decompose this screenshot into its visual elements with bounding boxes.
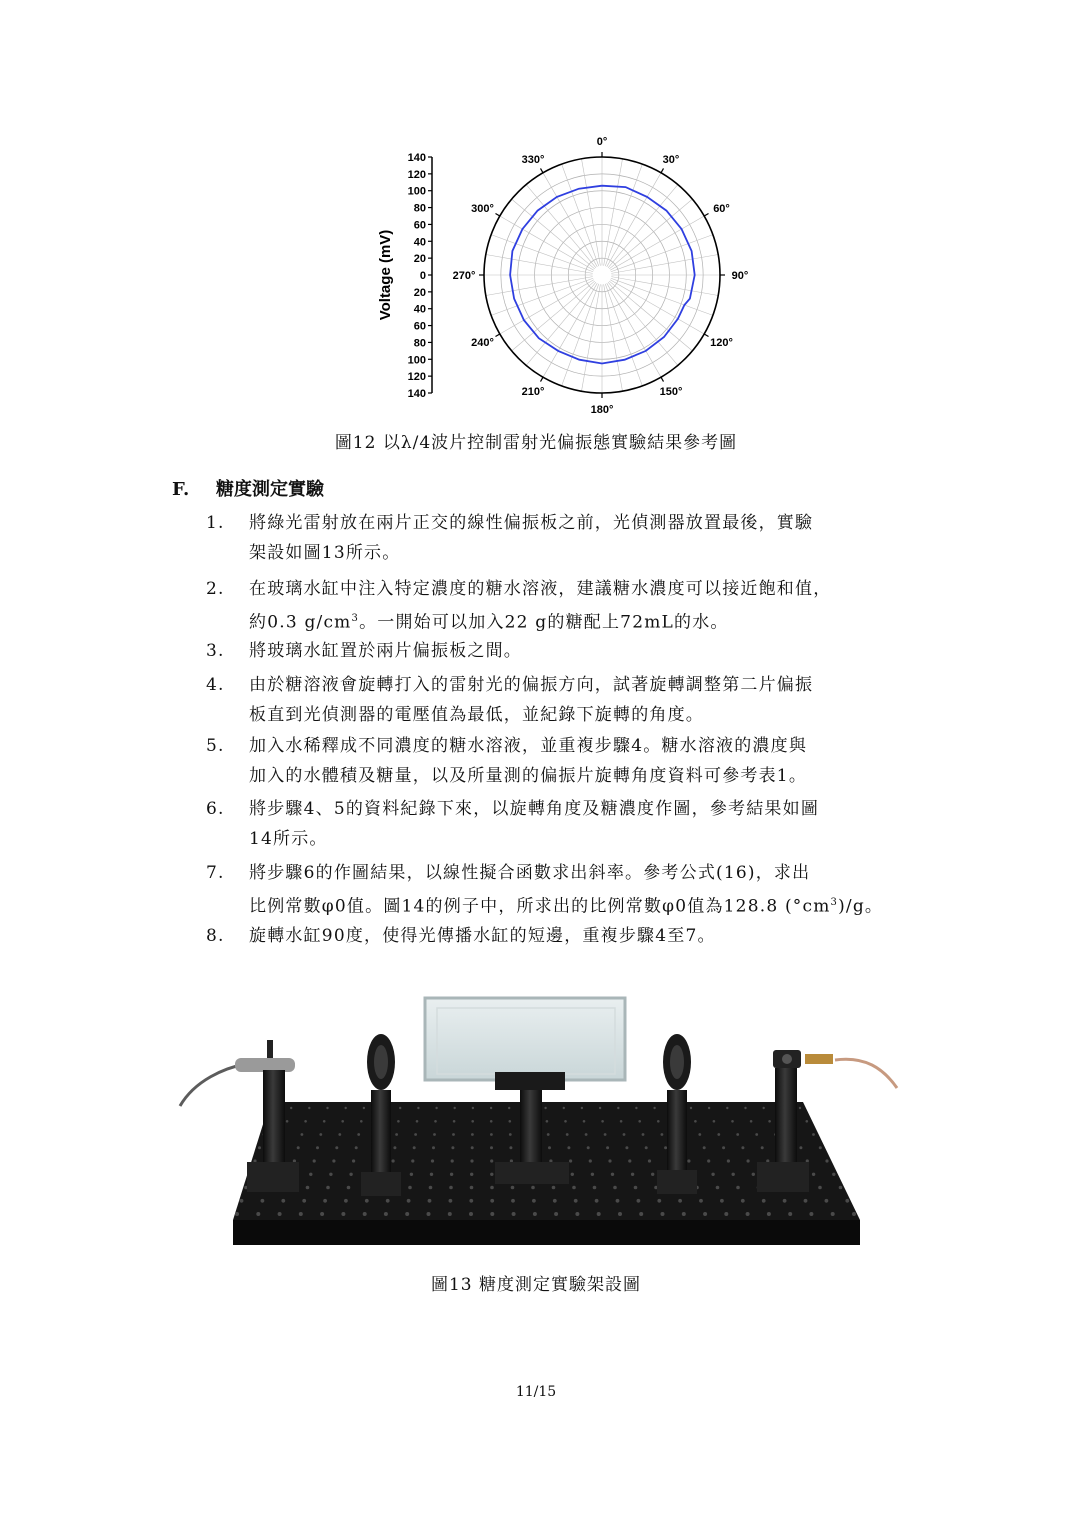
- breadboard-hole: [360, 1120, 363, 1123]
- breadboard-hole: [355, 1146, 358, 1149]
- breadboard-hole: [634, 1186, 638, 1190]
- breadboard-hole: [608, 1159, 611, 1162]
- breadboard-hole: [329, 1173, 332, 1176]
- breadboard-hole: [604, 1133, 607, 1136]
- grid-spoke: [486, 277, 593, 296]
- breadboard-hole: [433, 1133, 436, 1136]
- breadboard-hole: [532, 1199, 536, 1203]
- polar-chart: [360, 120, 749, 430]
- breadboard-hole: [240, 1199, 244, 1203]
- page-number: 11/15: [515, 1384, 557, 1400]
- angle-tick: [661, 377, 664, 381]
- figure-13-caption: 圖13 糖度測定實驗架設圖: [430, 1275, 642, 1295]
- breadboard-hole: [799, 1146, 802, 1149]
- voltage-tick-label: 140: [407, 388, 426, 400]
- voltage-tick-label: 80: [413, 202, 426, 215]
- breadboard-hole: [638, 1120, 641, 1123]
- breadboard-hole: [617, 1107, 619, 1109]
- breadboard-hole: [546, 1120, 549, 1123]
- breadboard-hole: [569, 1159, 572, 1162]
- breadboard-hole: [585, 1133, 588, 1136]
- breadboard-hole: [309, 1173, 312, 1176]
- breadboard-hole: [363, 1107, 365, 1109]
- breadboard-hole: [661, 1212, 665, 1216]
- breadboard-hole: [548, 1146, 551, 1149]
- breadboard-hole: [410, 1173, 413, 1176]
- breadboard-hole: [345, 1107, 347, 1109]
- breadboard-hole: [544, 1107, 546, 1109]
- breadboard-hole: [399, 1107, 401, 1109]
- breadboard-hole: [451, 1146, 454, 1149]
- voltage-tick-label: 20: [413, 286, 426, 299]
- breadboard-hole: [648, 1159, 651, 1162]
- angle-tick: [704, 214, 708, 217]
- breadboard-hole: [620, 1120, 623, 1123]
- document-page: 140 120 100 80 60 40 20 0 20 40 60 80 100 120 140 Voltage (mV) 0° 30° 60° 90° 120° 150° 180° 210° 240° 270° 300° 330° 圖12 以λ/4波片控制雷射光偏振態實驗結果參考圖 F. 糖度測定實驗 1. 將綠光雷射放在兩片正交的線性偏振板之前，光偵測器放置最後，實驗 架設如圖13所示。 2. 在玻璃水缸中注入特定濃度的糖水溶液，建議糖水濃度可以接近飽和值， 約0.3 $g/cm^3$。一開始可以加入22 g的糖配上72mL的水。 3. 將玻璃水缸置於兩片偏振板之間。 4. 由於糖溶液會旋轉打入的雷射光的偏振方向，試著旋轉調整第二片偏振 板直到光偵測器的電壓值為最低，並紀錄下旋轉的角度。 5. 加入水稀釋成不同濃度的糖水溶液，並重複步驟4。糖水溶液的濃度與 加入的水體積及糖量，以及所量測的偏振片旋轉角度資料可參考表1。 6. 將步驟4、5的資料紀錄下來，以旋轉角度及糖濃度作圖，參考結果如圖 14所示。 7. 將步驟6的作圖結果，以線性擬合函數求出斜率。參考公式(16)，求出 比例常數φ0值。圖14的例子中，所求出的比例常數φ0值為128.8 $(^\circ cm^3)/g$。 8. 旋轉水缸90度，使得光傳播水缸的短邊，重複步驟4至7。 圖13 糖度測定實驗架設圖 11/15: [0, 0, 1072, 1516]
- angle-label: 150°: [659, 386, 683, 399]
- breadboard-hole: [687, 1159, 690, 1162]
- breadboard-hole: [589, 1159, 592, 1162]
- breadboard-hole: [384, 1212, 388, 1216]
- breadboard-hole: [812, 1133, 815, 1136]
- breadboard-hole: [732, 1173, 735, 1176]
- breadboard-hole: [707, 1159, 710, 1162]
- breadboard-hole: [363, 1212, 367, 1216]
- breadboard-hole: [832, 1173, 835, 1176]
- breadboard-hole: [747, 1159, 750, 1162]
- angle-label: 0°: [596, 136, 608, 148]
- breadboard-hole: [453, 1120, 456, 1123]
- breadboard-hole: [623, 1133, 626, 1136]
- breadboard-hole: [278, 1212, 282, 1216]
- grid-spoke: [608, 185, 678, 268]
- breadboard-hole: [365, 1199, 369, 1203]
- breadboard-hole: [302, 1199, 306, 1203]
- breadboard-hole: [726, 1107, 728, 1109]
- voltage-tick-label: 60: [413, 219, 426, 232]
- voltage-axis: [377, 152, 432, 400]
- breadboard-hole: [297, 1146, 300, 1149]
- breadboard-hole: [335, 1146, 338, 1149]
- breadboard-hole: [332, 1159, 335, 1162]
- breadboard-hole: [575, 1212, 579, 1216]
- breadboard-hole: [326, 1107, 328, 1109]
- voltage-tick-label: 140: [407, 152, 426, 164]
- breadboard-hole: [301, 1133, 304, 1136]
- breadboard-hole: [761, 1146, 764, 1149]
- breadboard-hole: [572, 1186, 576, 1190]
- breadboard-hole: [611, 1173, 614, 1176]
- breadboard-hole: [717, 1133, 720, 1136]
- breadboard-hole: [341, 1212, 345, 1216]
- breadboard-hole: [708, 1107, 710, 1109]
- breadboard-hole: [597, 1212, 601, 1216]
- breadboard-hole: [449, 1186, 453, 1190]
- breadboard-hole: [547, 1133, 550, 1136]
- grid-spoke: [609, 199, 692, 269]
- section-heading: [172, 475, 324, 501]
- breadboard-hole: [386, 1199, 390, 1203]
- breadboard-hole: [470, 1159, 473, 1162]
- breadboard-hole: [533, 1212, 537, 1216]
- angle-tick: [495, 214, 499, 217]
- breadboard-hole: [512, 1212, 516, 1216]
- breadboard-hole: [397, 1120, 400, 1123]
- angle-tick: [541, 168, 544, 172]
- breadboard-hole: [678, 1199, 682, 1203]
- breadboard-hole: [448, 1212, 452, 1216]
- breadboard-hole: [799, 1107, 801, 1109]
- grid-spoke: [582, 159, 601, 266]
- breadboard-hole: [664, 1146, 667, 1149]
- breadboard-hole: [606, 1146, 609, 1149]
- breadboard-hole: [470, 1186, 474, 1190]
- breadboard-hole: [595, 1199, 599, 1203]
- breadboard-hole: [450, 1173, 453, 1176]
- breadboard-hole: [722, 1146, 725, 1149]
- breadboard-hole: [741, 1146, 744, 1149]
- breadboard-hole: [554, 1212, 558, 1216]
- breadboard-hole: [563, 1107, 565, 1109]
- breadboard-hole: [755, 1133, 758, 1136]
- breadboard-hole: [235, 1212, 239, 1216]
- breadboard-hole: [625, 1146, 628, 1149]
- breadboard-hole: [490, 1107, 492, 1109]
- angle-tick: [661, 168, 664, 172]
- breadboard-hole: [258, 1146, 261, 1149]
- breadboard-hole: [767, 1212, 771, 1216]
- laser-cable: [180, 1064, 245, 1106]
- setup-photo: [175, 990, 900, 1252]
- breadboard-hole: [703, 1146, 706, 1149]
- breadboard-hole: [809, 1212, 813, 1216]
- breadboard-hole: [587, 1146, 590, 1149]
- breadboard-hole: [417, 1107, 419, 1109]
- breadboard-hole: [313, 1159, 316, 1162]
- breadboard-hole: [471, 1146, 474, 1149]
- breadboard-hole: [511, 1199, 515, 1203]
- breadboard-hole: [806, 1120, 809, 1123]
- breadboard-hole: [323, 1199, 327, 1203]
- breadboard-hole: [429, 1186, 433, 1190]
- grid-spoke: [611, 277, 718, 296]
- breadboard-hole: [357, 1133, 360, 1136]
- breadboard-hole: [553, 1199, 557, 1203]
- breadboard-hole: [416, 1120, 419, 1123]
- breadboard-hole: [736, 1186, 740, 1190]
- breadboard-hole: [490, 1212, 494, 1216]
- section-title: 糖度測定實驗: [216, 479, 324, 500]
- breadboard-hole: [490, 1120, 493, 1123]
- breadboard-hole: [392, 1159, 395, 1162]
- breadboard-hole: [637, 1199, 641, 1203]
- breadboard-hole: [393, 1146, 396, 1149]
- breadboard-hole: [601, 1120, 604, 1123]
- detector-cable: [835, 1059, 897, 1088]
- breadboard-hole: [616, 1199, 620, 1203]
- breadboard-hole: [509, 1133, 512, 1136]
- breadboard-hole: [432, 1146, 435, 1149]
- breadboard-hole: [490, 1199, 494, 1203]
- breadboard-hole: [657, 1120, 660, 1123]
- breadboard-hole: [812, 1173, 815, 1176]
- angle-label: 90°: [731, 270, 749, 282]
- breadboard-hole: [352, 1159, 355, 1162]
- voltage-tick-label: 80: [413, 337, 426, 350]
- breadboard-hole: [347, 1186, 351, 1190]
- breadboard-hole: [552, 1186, 556, 1190]
- breadboard-hole: [768, 1120, 771, 1123]
- breadboard-hole: [509, 1146, 512, 1149]
- breadboard-hole: [427, 1212, 431, 1216]
- angle-label: 270°: [452, 270, 476, 282]
- breadboard-hole: [566, 1133, 569, 1136]
- breadboard-hole: [306, 1186, 310, 1190]
- breadboard-hole: [567, 1146, 570, 1149]
- voltage-tick-label: 0: [419, 270, 426, 282]
- breadboard-hole: [428, 1199, 432, 1203]
- voltage-tick-label: 100: [407, 185, 426, 198]
- voltage-axis-label: Voltage (mV): [377, 229, 394, 321]
- angle-tick: [495, 334, 499, 337]
- breadboard-hole: [490, 1146, 493, 1149]
- polar-grid: [484, 157, 720, 393]
- angle-tick: [704, 334, 708, 337]
- breadboard-hole: [698, 1133, 701, 1136]
- breadboard-hole: [574, 1199, 578, 1203]
- breadboard-hole: [699, 1199, 703, 1203]
- breadboard-hole: [411, 1159, 414, 1162]
- breadboard-hole: [316, 1146, 319, 1149]
- grid-spoke: [486, 255, 593, 274]
- voltage-tick-label: 60: [413, 320, 426, 333]
- breadboard-hole: [831, 1212, 835, 1216]
- angle-label: 60°: [713, 203, 730, 215]
- breadboard-hole: [804, 1199, 808, 1203]
- grid-spoke: [582, 284, 601, 391]
- breadboard-hole: [639, 1212, 643, 1216]
- breadboard-hole: [631, 1173, 634, 1176]
- breadboard-hole: [319, 1133, 322, 1136]
- breadboard-hole: [472, 1107, 474, 1109]
- angle-labels: [453, 136, 749, 416]
- breadboard-hole: [599, 1107, 601, 1109]
- grid-spoke: [526, 185, 596, 268]
- breadboard-hole: [395, 1133, 398, 1136]
- breadboard-hole: [783, 1199, 787, 1203]
- breadboard-hole: [819, 1146, 822, 1149]
- breadboard-hole: [839, 1186, 843, 1190]
- breadboard-hole: [711, 1173, 714, 1176]
- breadboard-hole: [344, 1199, 348, 1203]
- voltage-tick-label: 100: [407, 354, 426, 367]
- breadboard-hole: [741, 1199, 745, 1203]
- breadboard-hole: [736, 1133, 739, 1136]
- angle-label: 180°: [590, 404, 614, 416]
- grid-spoke: [512, 199, 595, 269]
- angle-label: 300°: [471, 203, 494, 215]
- voltage-series: [510, 186, 695, 364]
- breadboard-hole: [434, 1120, 437, 1123]
- breadboard-hole: [454, 1107, 456, 1109]
- breadboard-front-edge: [233, 1220, 860, 1245]
- breadboard-hole: [490, 1173, 493, 1176]
- breadboard-hole: [818, 1186, 822, 1190]
- breadboard-hole: [414, 1133, 417, 1136]
- breadboard-hole: [299, 1212, 303, 1216]
- breadboard-hole: [593, 1186, 597, 1190]
- breadboard-hole: [470, 1173, 473, 1176]
- breadboard-hole: [304, 1120, 307, 1123]
- breadboard-hole: [642, 1133, 645, 1136]
- voltage-tick-label: 120: [407, 168, 426, 181]
- breadboard-hole: [727, 1159, 730, 1162]
- breadboard-hole: [338, 1133, 341, 1136]
- breadboard-hole: [490, 1159, 493, 1162]
- breadboard-hole: [724, 1212, 728, 1216]
- breadboard-hole: [451, 1159, 454, 1162]
- breadboard-hole: [657, 1199, 661, 1203]
- angle-tick: [541, 377, 544, 381]
- breadboard-hole: [720, 1199, 724, 1203]
- angle-label: 330°: [521, 153, 545, 166]
- breadboard-hole: [308, 1107, 310, 1109]
- breadboard-hole: [407, 1199, 411, 1203]
- breadboard-hole: [703, 1212, 707, 1216]
- breadboard-hole: [845, 1199, 849, 1203]
- angle-label: 30°: [662, 153, 680, 166]
- breadboard-hole: [571, 1173, 574, 1176]
- angle-label: 210°: [521, 386, 545, 399]
- breadboard-hole: [591, 1173, 594, 1176]
- breadboard-hole: [509, 1120, 512, 1123]
- voltage-tick-label: 20: [413, 253, 426, 266]
- breadboard-hole: [746, 1212, 750, 1216]
- breadboard-hole: [750, 1120, 753, 1123]
- breadboard-hole: [261, 1199, 265, 1203]
- breadboard-hole: [290, 1107, 292, 1109]
- breadboard-hole: [452, 1133, 455, 1136]
- breadboard: [233, 1102, 860, 1220]
- breadboard-hole: [628, 1159, 631, 1162]
- breadboard-hole: [320, 1212, 324, 1216]
- voltage-tick-label: 120: [407, 371, 426, 384]
- breadboard-hole: [449, 1199, 453, 1203]
- grid-spoke: [512, 281, 595, 351]
- breadboard-hole: [744, 1107, 746, 1109]
- breadboard-hole: [431, 1159, 434, 1162]
- breadboard-hole: [471, 1133, 474, 1136]
- angle-label: 240°: [471, 337, 494, 349]
- breadboard-hole: [613, 1186, 617, 1190]
- breadboard-hole: [469, 1212, 473, 1216]
- breadboard-hole: [583, 1120, 586, 1123]
- breadboard-hole: [635, 1107, 637, 1109]
- breadboard-hole: [716, 1186, 720, 1190]
- breadboard-hole: [653, 1107, 655, 1109]
- breadboard-hole: [323, 1120, 326, 1123]
- breadboard-hole: [256, 1212, 260, 1216]
- figure-12-caption: 圖12 以λ/4波片控制雷射光偏振態實驗結果參考圖: [334, 433, 738, 453]
- voltage-tick-label: 40: [413, 303, 426, 316]
- breadboard-hole: [490, 1186, 494, 1190]
- breadboard-hole: [435, 1107, 437, 1109]
- breadboard-hole: [326, 1186, 330, 1190]
- breadboard-hole: [413, 1146, 416, 1149]
- breadboard-hole: [511, 1186, 515, 1190]
- breadboard-hole: [682, 1212, 686, 1216]
- breadboard-hole: [531, 1186, 535, 1190]
- breadboard-hole: [430, 1173, 433, 1176]
- breadboard-hole: [825, 1159, 828, 1162]
- breadboard-hole: [690, 1107, 692, 1109]
- breadboard-hole: [645, 1146, 648, 1149]
- breadboard-hole: [762, 1199, 766, 1203]
- breadboard-hole: [731, 1120, 734, 1123]
- breadboard-hole: [471, 1120, 474, 1123]
- grid-spoke: [604, 159, 623, 266]
- breadboard-hole: [788, 1212, 792, 1216]
- breadboard-hole: [661, 1133, 664, 1136]
- breadboard-hole: [490, 1133, 493, 1136]
- breadboard-hole: [581, 1107, 583, 1109]
- breadboard-hole: [341, 1120, 344, 1123]
- breadboard-hole: [405, 1212, 409, 1216]
- breadboard-hole: [564, 1120, 567, 1123]
- breadboard-hole: [349, 1173, 352, 1176]
- breadboard-hole: [286, 1120, 289, 1123]
- breadboard-hole: [852, 1212, 856, 1216]
- grid-spoke: [604, 284, 623, 391]
- grid-spoke: [611, 255, 718, 274]
- voltage-tick-label: 40: [413, 236, 426, 249]
- breadboard-hole: [508, 1107, 510, 1109]
- angle-label: 120°: [710, 337, 733, 349]
- breadboard-hole: [752, 1173, 755, 1176]
- voltage-series-line: [510, 186, 695, 364]
- section-letter: F.: [172, 479, 190, 500]
- breadboard-hole: [825, 1199, 829, 1203]
- breadboard-hole: [408, 1186, 412, 1190]
- breadboard-hole: [694, 1120, 697, 1123]
- breadboard-hole: [713, 1120, 716, 1123]
- breadboard-hole: [763, 1107, 765, 1109]
- breadboard-hole: [651, 1173, 654, 1176]
- breadboard-hole: [281, 1199, 285, 1203]
- breadboard-hole: [469, 1199, 473, 1203]
- breadboard-hole: [618, 1212, 622, 1216]
